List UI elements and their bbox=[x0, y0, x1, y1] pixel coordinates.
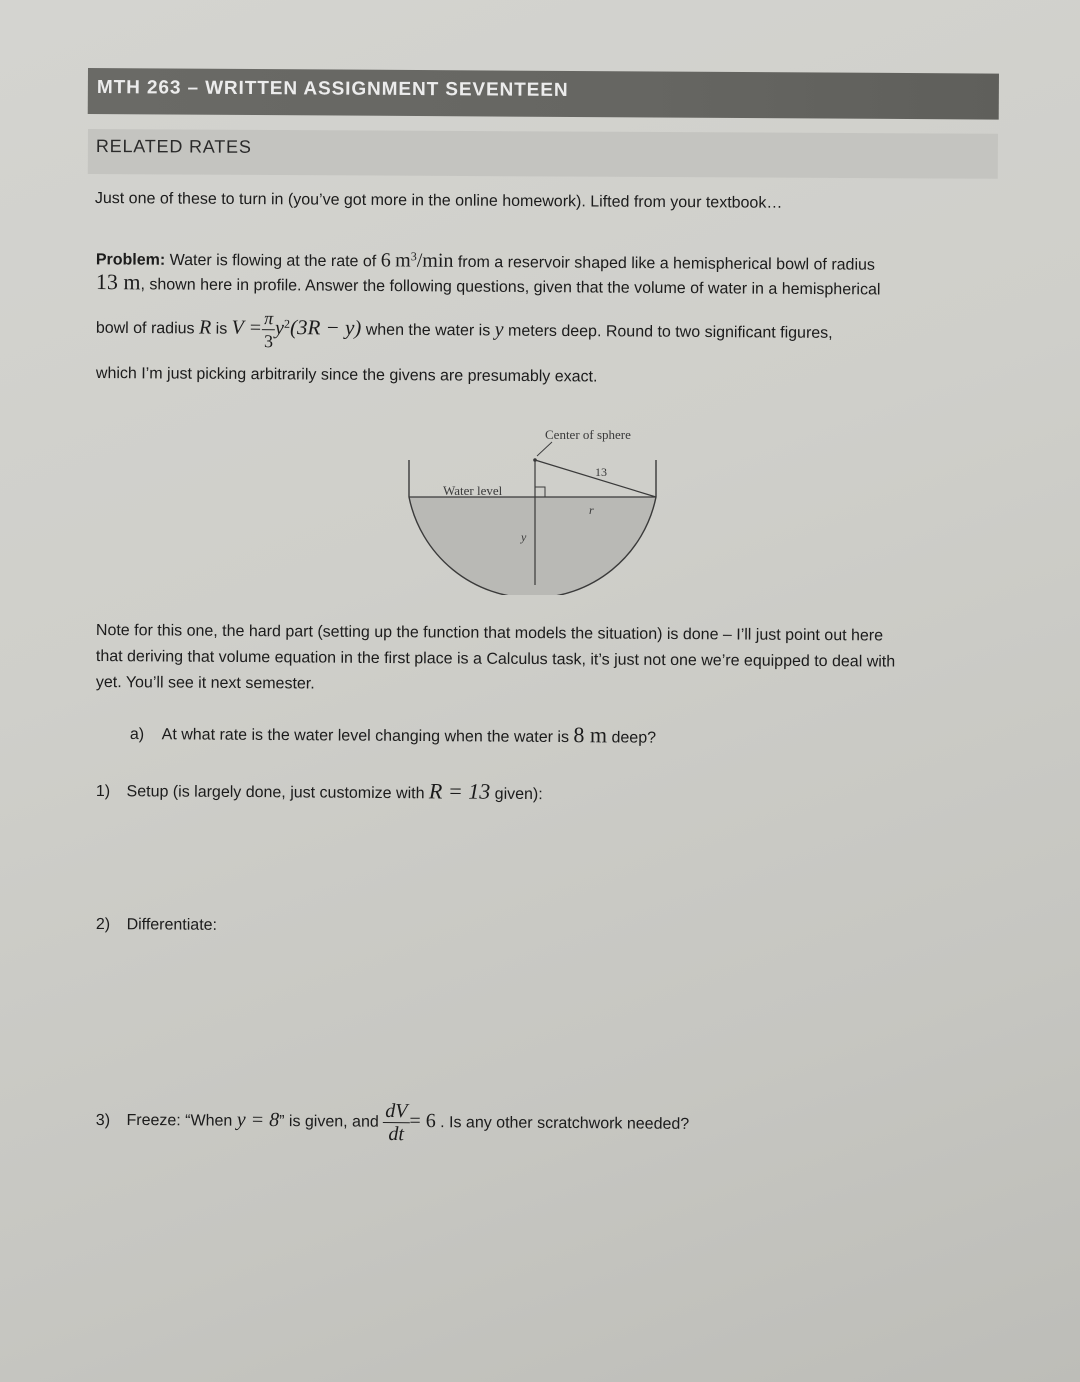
dv-dt-fraction bbox=[383, 1100, 410, 1145]
title-bar bbox=[88, 68, 999, 120]
problem-line-3 bbox=[96, 306, 833, 356]
part-a bbox=[130, 720, 656, 751]
step-setup bbox=[96, 777, 543, 807]
problem-label: Problem: bbox=[95, 251, 166, 269]
note-line-2: that deriving that volume equation in the first place is a Calculus task, it’s just not one we’re equipped to deal with bbox=[95, 647, 896, 671]
problem-line-2 bbox=[96, 270, 881, 302]
step-2-text-1: Differentiate: bbox=[126, 916, 218, 934]
problem-text-3: , shown here in profile. Answer the following questions, given that the volume of water in a hemispherical bbox=[140, 276, 881, 299]
problem-text-4: bowl of radius bbox=[95, 319, 195, 338]
hemisphere-diagram bbox=[400, 420, 670, 595]
section-bar bbox=[88, 129, 998, 179]
radius-label: 13 bbox=[595, 465, 607, 479]
center-label: Center of sphere bbox=[545, 427, 631, 442]
assignment-title: MTH 263 – WRITTEN ASSIGNMENT SEVENTEEN bbox=[96, 77, 569, 101]
problem-text-5: is bbox=[215, 320, 228, 338]
step-3-number: 3) bbox=[95, 1111, 111, 1129]
dv-dt-value: = 6 bbox=[409, 1109, 436, 1133]
step-1-number: 1) bbox=[95, 782, 111, 801]
section-title: RELATED RATES bbox=[95, 136, 252, 157]
dv-dt-numerator: dV bbox=[383, 1100, 409, 1123]
part-a-text-1: At what rate is the water level changing when the water is bbox=[161, 726, 570, 747]
step-3-text-2: ” is given, and bbox=[279, 1113, 379, 1131]
depth-variable: y bbox=[494, 318, 504, 341]
step-3-math: y = 8 bbox=[236, 1108, 280, 1132]
dv-dt-denominator: dt bbox=[388, 1123, 405, 1146]
formula-numerator: π bbox=[262, 307, 275, 330]
center-pointer bbox=[537, 442, 552, 456]
step-1-text-2: given): bbox=[494, 785, 543, 804]
rate-exponent: 3 bbox=[410, 249, 417, 264]
radius-variable: R bbox=[198, 316, 212, 339]
problem-text-2: from a reservoir shaped like a hemispherical bowl of radius bbox=[457, 253, 875, 274]
volume-formula-lhs: V = bbox=[231, 316, 263, 339]
formula-y: y bbox=[275, 316, 285, 340]
step-2-number: 2) bbox=[95, 915, 111, 934]
rate-per: /min bbox=[416, 249, 454, 272]
step-differentiate bbox=[96, 913, 217, 938]
r-label: r bbox=[589, 503, 594, 517]
volume-formula-fraction bbox=[262, 307, 275, 352]
step-1-math: R = 13 bbox=[428, 778, 491, 804]
rate-unit: m bbox=[395, 249, 411, 272]
step-1-text-1: Setup (is largely done, just customize with bbox=[126, 783, 425, 803]
part-a-label: a) bbox=[129, 725, 145, 744]
intro-text: Just one of these to turn in (you’ve got more in the online homework). Lifted from your textbook… bbox=[94, 189, 783, 212]
formula-denominator: 3 bbox=[263, 331, 274, 352]
bowl-radius: 13 m bbox=[95, 269, 141, 295]
step-3-text-1: Freeze: “When bbox=[126, 1111, 233, 1130]
formula-exponent: 2 bbox=[283, 316, 291, 331]
part-a-depth: 8 m bbox=[573, 722, 608, 748]
note-line-3: yet. You’ll see it next semester. bbox=[95, 673, 315, 693]
problem-text-7: meters deep. Round to two significant figures, bbox=[507, 322, 833, 342]
water-level-label: Water level bbox=[443, 483, 503, 498]
problem-text-6: when the water is bbox=[365, 321, 491, 340]
formula-rest: (3R − y) bbox=[289, 315, 362, 340]
rate-value: 6 bbox=[380, 249, 391, 272]
problem-line-4: which I’m just picking arbitrarily since the givens are presumably exact. bbox=[95, 364, 598, 386]
step-freeze bbox=[96, 1098, 690, 1147]
note-line-1: Note for this one, the hard part (setting up the function that models the situation) is done – I’ll just point out here bbox=[95, 621, 884, 645]
center-point bbox=[533, 458, 537, 462]
right-angle-icon bbox=[535, 487, 545, 497]
step-3-text-3: . Is any other scratchwork needed? bbox=[440, 1114, 690, 1133]
y-label: y bbox=[521, 530, 527, 544]
part-a-text-2: deep? bbox=[611, 729, 657, 747]
problem-text-1: Water is flowing at the rate of bbox=[169, 251, 377, 271]
water-region bbox=[409, 497, 656, 595]
